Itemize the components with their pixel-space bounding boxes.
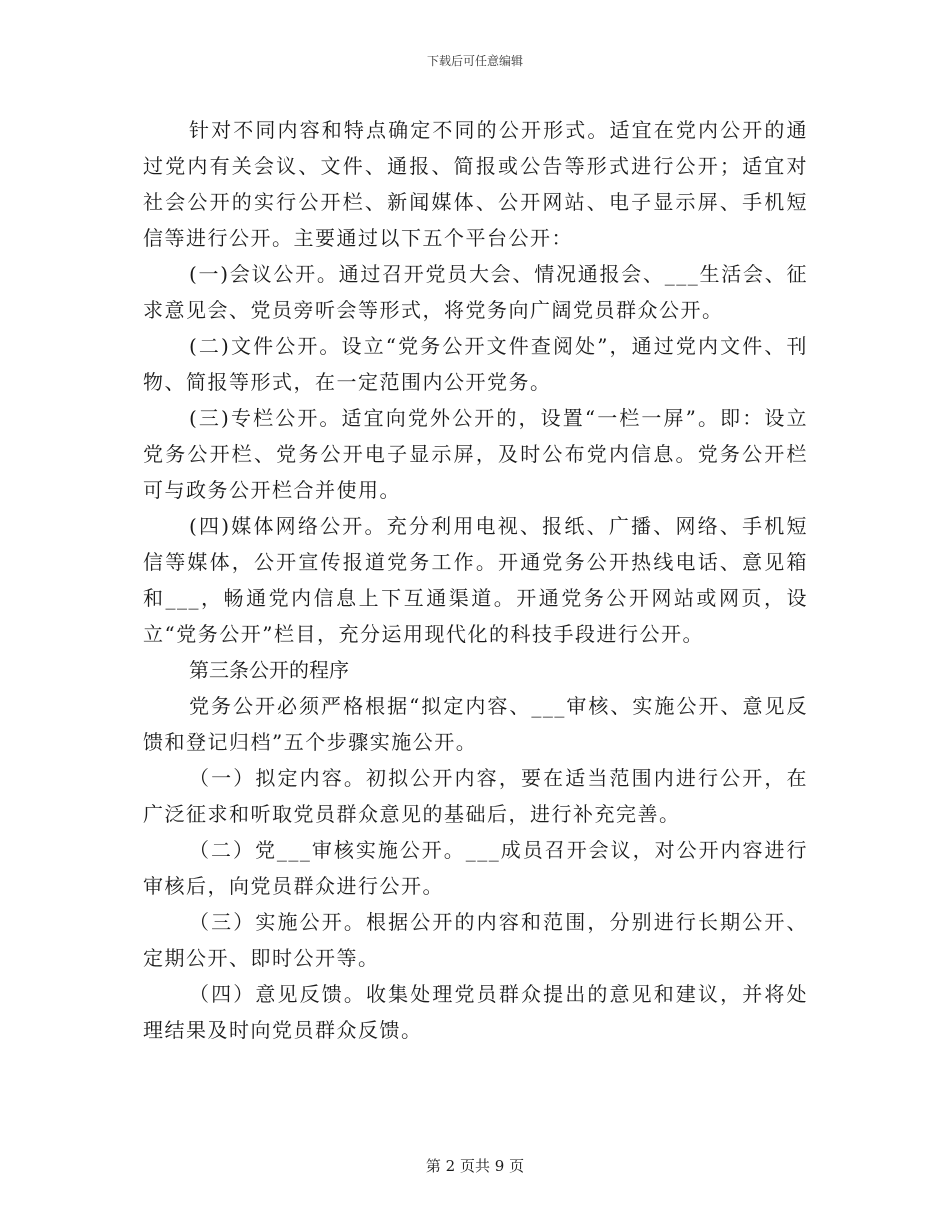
document-body: [143, 112, 808, 1048]
paragraph-meeting-publicity: (一)会议公开。通过召开党员大会、情况通报会、___生活会、征求意见会、党员旁听会等形式，将党务向广阔党员群众公开。: [143, 262, 808, 322]
page-number: 第 2 页共 9 页: [425, 1157, 525, 1175]
paragraph-procedure-overview: 党务公开必须严格根据“拟定内容、___审核、实施公开、意见反馈和登记归档”五个步骤实施公开。: [143, 694, 808, 754]
page-header: 下载后可任意编辑: [426, 54, 523, 68]
paragraph-step-review: （二）党___审核实施公开。___成员召开会议，对公开内容进行审核后，向党员群众进行公开。: [143, 838, 808, 898]
paragraph-step-implement: （三）实施公开。根据公开的内容和范围，分别进行长期公开、定期公开、即时公开等。: [143, 910, 808, 970]
paragraph-publicity-forms: 针对不同内容和特点确定不同的公开形式。适宜在党内公开的通过党内有关会议、文件、通报、简报或公告等形式进行公开；适宜对社会公开的实行公开栏、新闻媒体、公开网站、电子显示屏、手机短信等进行公开。主要通过以下五个平台公开：: [143, 118, 808, 250]
paragraph-column-publicity: (三)专栏公开。适宜向党外公开的，设置“一栏一屏”。即：设立党务公开栏、党务公开电子显示屏，及时公布党内信息。党务公开栏可与政务公开栏合并使用。: [143, 406, 808, 502]
section-heading-procedure: 第三条公开的程序: [189, 658, 349, 682]
paragraph-document-publicity: (二)文件公开。设立“党务公开文件查阅处”，通过党内文件、刊物、简报等形式，在一定范围内公开党务。: [143, 334, 808, 394]
paragraph-step-feedback: （四）意见反馈。收集处理党员群众提出的意见和建议，并将处理结果及时向党员群众反馈。: [143, 982, 808, 1042]
paragraph-media-publicity: (四)媒体网络公开。充分利用电视、报纸、广播、网络、手机短信等媒体，公开宣传报道党务工作。开通党务公开热线电话、意见箱和___，畅通党内信息上下互通渠道。开通党务公开网站或网页，设立“党务公开”栏目，充分运用现代化的科技手段进行公开。: [143, 514, 808, 646]
paragraph-step-draft: （一）拟定内容。初拟公开内容，要在适当范围内进行公开，在广泛征求和听取党员群众意见的基础后，进行补充完善。: [143, 766, 808, 826]
